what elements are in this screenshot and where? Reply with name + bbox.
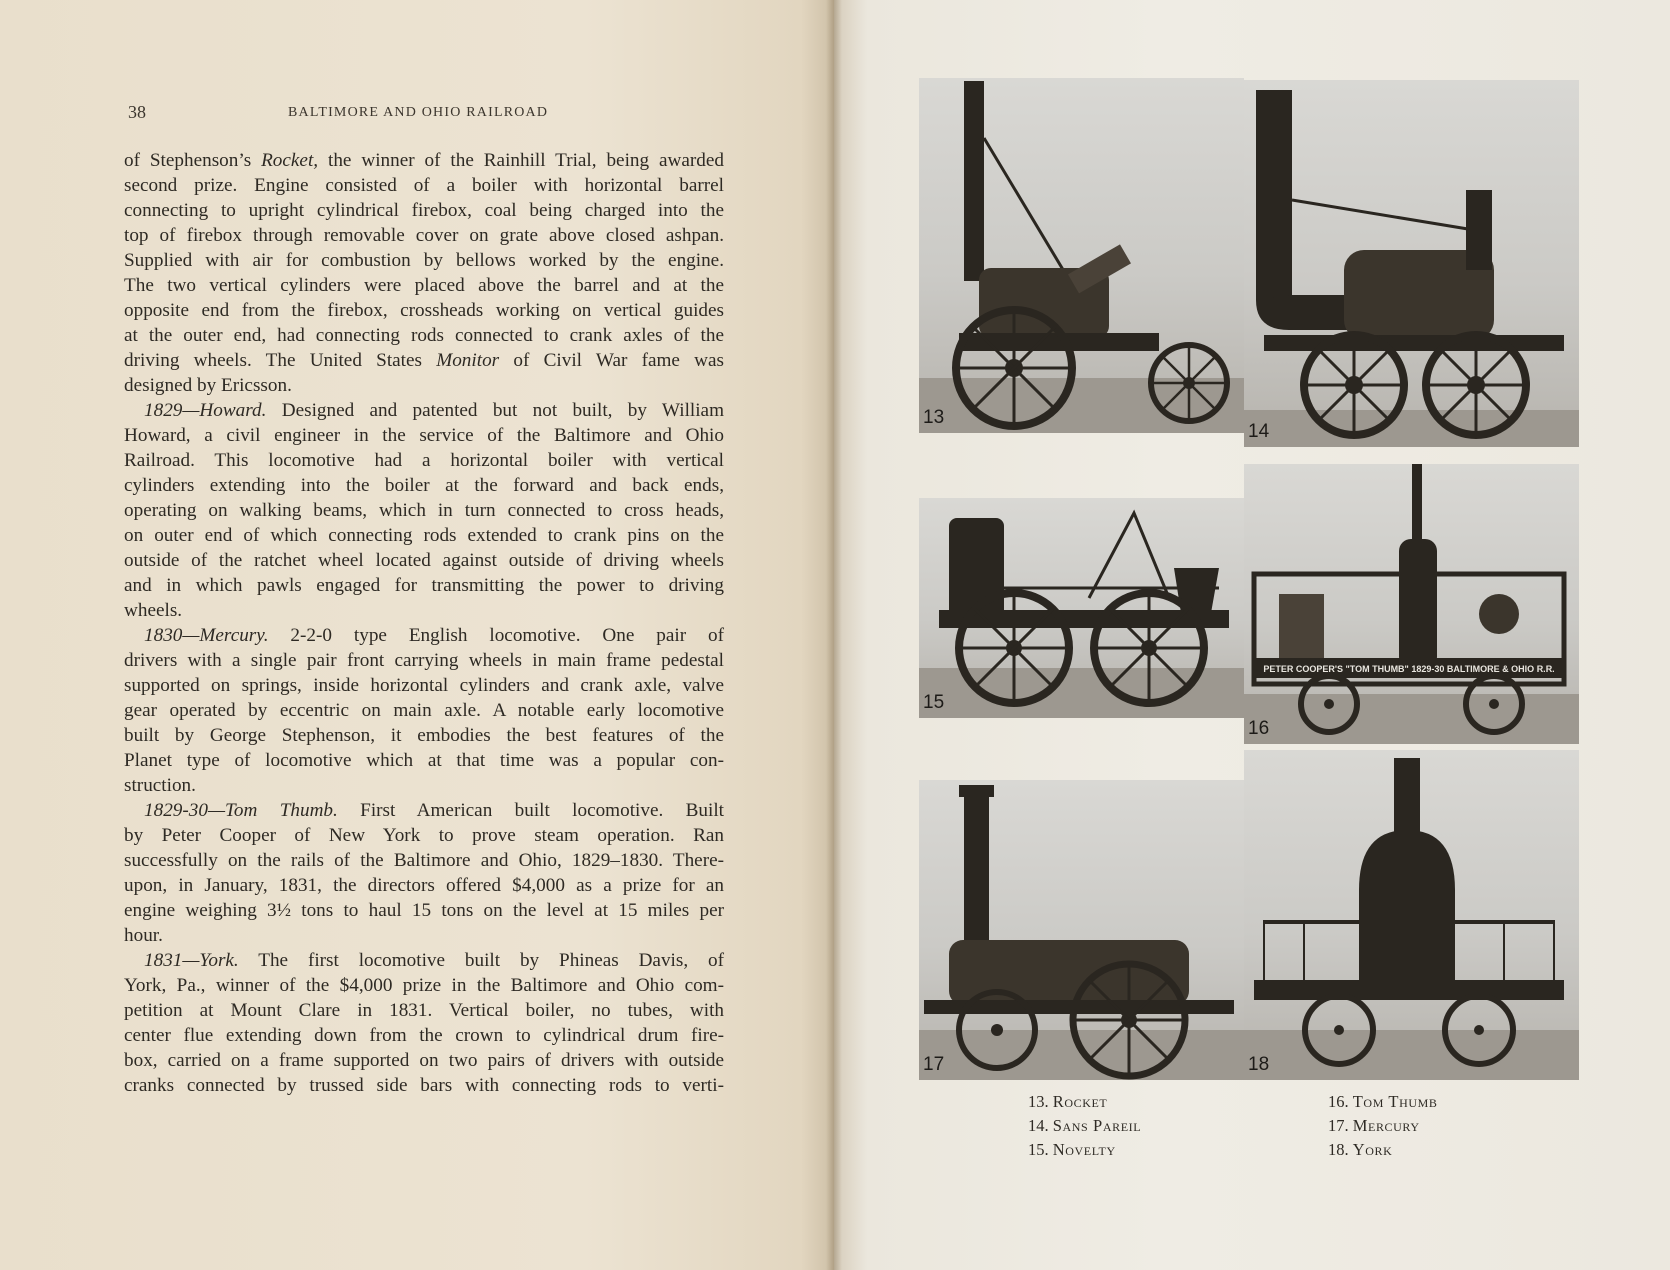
text-segment: Supplied with air for combustion by bellows worked by the engine. <box>124 250 724 271</box>
text-segment: gear operated by eccentric on main axle. A notable early locomotive <box>124 700 724 721</box>
plate-number: 15 <box>923 692 945 713</box>
text-segment: engine weighing 3½ tons to haul 15 tons on the level at 15 miles per <box>124 900 724 921</box>
text-line <box>124 1073 724 1098</box>
captions-right <box>1328 1090 1437 1162</box>
text-line <box>124 823 724 848</box>
plate-number: 16 <box>1248 718 1270 739</box>
tom-thumb-sign: PETER COOPER'S "TOM THUMB" 1829-30 BALTIMORE & OHIO R.R. <box>1263 664 1555 674</box>
text-line <box>124 598 724 623</box>
text-segment: upon, in January, 1831, the directors offered $4,000 as a prize for an <box>124 875 724 896</box>
caption-15: 15. Novelty <box>1028 1140 1116 1159</box>
text-line <box>124 648 724 673</box>
text-line <box>124 398 724 423</box>
text-segment: First American built locomotive. Built <box>337 800 724 821</box>
text-line <box>124 1023 724 1048</box>
text-line <box>124 198 724 223</box>
text-line <box>124 323 724 348</box>
text-segment: outside of the ratchet wheel located against outside of driving wheels <box>124 550 724 571</box>
text-line <box>124 698 724 723</box>
text-segment: cylinders extending into the boiler at the forward and back ends, <box>124 475 724 496</box>
text-line <box>124 448 724 473</box>
text-line <box>124 148 724 173</box>
plate-14-photo <box>1244 80 1579 447</box>
text-segment: of Stephenson’s <box>124 150 262 171</box>
text-segment: on outer end of which connecting rods extended to crank pins on the <box>124 525 724 546</box>
text-segment: driving wheels. The United States <box>124 350 437 371</box>
body-text <box>124 148 724 1098</box>
text-line <box>124 348 724 373</box>
text-line <box>124 923 724 948</box>
caption-18: 18. York <box>1328 1140 1393 1159</box>
page-number: 38 <box>128 102 146 122</box>
plate-13-photo <box>919 78 1244 433</box>
plate-number: 14 <box>1248 421 1270 442</box>
left-page <box>0 0 834 1270</box>
text-segment: by Peter Cooper of New York to prove steam operation. Ran <box>124 825 724 846</box>
text-segment: struction. <box>124 775 196 796</box>
caption-16: 16. Tom Thumb <box>1328 1092 1438 1111</box>
text-line <box>124 1048 724 1073</box>
italic-text: 1829—Howard. <box>144 400 267 421</box>
text-line <box>124 248 724 273</box>
text-line <box>124 898 724 923</box>
text-line <box>124 948 724 973</box>
text-segment: successfully on the rails of the Baltimore and Ohio, 1829–1830. There- <box>124 850 724 871</box>
text-segment: center flue extending down from the crown to cylindrical drum fire- <box>124 1025 724 1046</box>
text-line <box>124 873 724 898</box>
text-line <box>124 573 724 598</box>
italic-text: Monitor <box>436 350 500 371</box>
text-segment: The two vertical cylinders were placed above the barrel and at the <box>124 275 724 296</box>
rocket-locomotive-illustration <box>919 78 1244 433</box>
text-line <box>124 548 724 573</box>
text-segment: supported on springs, inside horizontal cylinders and crank axle, valve <box>124 675 724 696</box>
caption-13: 13. Rocket <box>1028 1092 1108 1111</box>
text-line <box>124 748 724 773</box>
text-segment: top of firebox through removable cover on grate above closed ashpan. <box>124 225 724 246</box>
running-title: BALTIMORE AND OHIO RAILROAD <box>288 105 549 120</box>
plate-17-photo <box>919 780 1244 1080</box>
text-line <box>124 273 724 298</box>
text-segment: petition at Mount Clare in 1831. Vertical boiler, no tubes, with <box>124 1000 724 1021</box>
caption-14: 14. Sans Pareil <box>1028 1116 1142 1135</box>
text-segment: opposite end from the firebox, crossheads working on vertical guides <box>124 300 724 321</box>
text-segment: designed by Ericsson. <box>124 375 292 396</box>
text-segment: 2-2-0 type English locomotive. One pair of <box>268 625 724 646</box>
text-line <box>124 973 724 998</box>
text-segment: built by George Stephenson, it embodies the best features of the <box>124 725 724 746</box>
text-line <box>124 773 724 798</box>
text-line <box>124 473 724 498</box>
text-line <box>124 623 724 648</box>
italic-text: 1829-30—Tom Thumb. <box>144 800 338 821</box>
text-segment: second prize. Engine consisted of a boiler with horizontal barrel <box>124 175 724 196</box>
italic-text: 1831—York. <box>144 950 239 971</box>
text-segment: wheels. <box>124 600 183 621</box>
text-line <box>124 423 724 448</box>
caption-17: 17. Mercury <box>1328 1116 1420 1135</box>
plate-number: 18 <box>1248 1054 1270 1075</box>
text-line <box>124 723 724 748</box>
plate-15-photo <box>919 498 1244 718</box>
italic-text: Rocket, <box>261 150 319 171</box>
text-line <box>124 373 724 398</box>
text-line <box>124 223 724 248</box>
york-locomotive-illustration <box>1244 750 1579 1080</box>
plate-18-photo <box>1244 750 1579 1080</box>
text-segment: hour. <box>124 925 163 946</box>
sans-pareil-locomotive-illustration <box>1244 80 1579 447</box>
text-line <box>124 173 724 198</box>
text-line <box>124 298 724 323</box>
text-line <box>124 798 724 823</box>
text-segment: drivers with a single pair front carrying wheels in main frame pedestal <box>124 650 724 671</box>
text-segment: connecting to upright cylindrical firebox, coal being charged into the <box>124 200 724 221</box>
text-line <box>124 848 724 873</box>
plate-number: 17 <box>923 1054 945 1075</box>
text-segment: York, Pa., winner of the $4,000 prize in the Baltimore and Ohio com- <box>124 975 724 996</box>
text-segment: Planet type of locomotive which at that time was a popular con- <box>124 750 724 771</box>
italic-text: 1830—Mercury. <box>144 625 269 646</box>
text-segment: and in which pawls engaged for transmitting the power to driving <box>124 575 724 596</box>
text-segment: Designed and patented but not built, by William <box>266 400 724 421</box>
plate-number: 13 <box>923 407 945 428</box>
text-line <box>124 673 724 698</box>
text-segment: Howard, a civil engineer in the service of the Baltimore and Ohio <box>124 425 724 446</box>
plate-16-photo <box>1244 464 1579 744</box>
text-line <box>124 523 724 548</box>
text-line <box>124 998 724 1023</box>
novelty-locomotive-illustration <box>919 498 1244 718</box>
book-gutter <box>826 0 842 1270</box>
mercury-locomotive-illustration <box>919 780 1244 1080</box>
text-segment: box, carried on a frame supported on two pairs of drivers with outside <box>124 1050 724 1071</box>
text-segment: operating on walking beams, which in turn connected to cross heads, <box>124 500 724 521</box>
text-segment: Railroad. This locomotive had a horizontal boiler with vertical <box>124 450 724 471</box>
text-segment: cranks connected by trussed side bars with connecting rods to verti- <box>124 1075 724 1096</box>
text-segment: of Civil War fame was <box>499 350 725 371</box>
text-line <box>124 498 724 523</box>
text-segment: the winner of the Rainhill Trial, being awarded <box>318 150 724 171</box>
running-head <box>128 102 728 126</box>
right-page <box>834 0 1670 1270</box>
text-segment: The first locomotive built by Phineas Davis, of <box>238 950 724 971</box>
tom-thumb-locomotive-illustration <box>1244 464 1579 744</box>
text-segment: at the outer end, had connecting rods connected to crank axles of the <box>124 325 724 346</box>
captions-left <box>1028 1090 1141 1162</box>
